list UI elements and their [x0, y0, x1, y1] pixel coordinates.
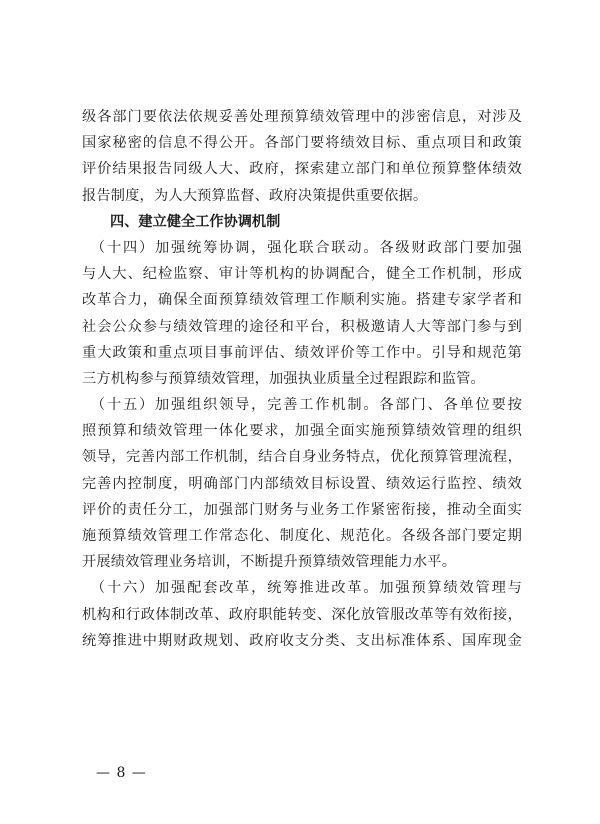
body-text-line: 照预算和绩效管理一体化要求，加强全面实施预算绩效管理的组织 [82, 423, 522, 440]
body-text-line: 国家秘密的信息不得公开。各部门要将绩效目标、重点项目和政策 [82, 135, 522, 152]
body-text-line: 评价结果报告同级人大、政府，探索建立部门和单位预算整体绩效 [82, 161, 522, 178]
body-text-line: 与人大、纪检监察、审计等机构的协调配合，健全工作机制，形成 [82, 266, 522, 283]
body-text-line: 级各部门要依法依规妥善处理预算绩效管理中的涉密信息，对涉及 [82, 109, 522, 125]
body-text-line: 机构和行政体制改革、政府职能转变、深化放管服改革等有效衔接， [82, 606, 522, 623]
page-number: — 8 — [96, 765, 147, 781]
section-heading: 四、建立健全工作协调机制 [110, 213, 281, 230]
document-body [82, 104, 522, 654]
body-text-line: 改革合力，确保全面预算绩效管理工作顺利实施。搭建专家学者和 [82, 292, 522, 309]
body-text-line: 统筹推进中期财政规划、政府收支分类、支出标准体系、国库现金 [82, 632, 522, 649]
body-text-line: 评价的责任分工，加强部门财务与业务工作紧密衔接，推动全面实 [82, 501, 522, 518]
body-text-line: 三方机构参与预算绩效管理，加强执业质量全过程跟踪和监管。 [82, 370, 485, 387]
body-text-line: 领导，完善内部工作机制，结合自身业务特点，优化预算管理流程， [82, 449, 522, 466]
body-text-line: 开展绩效管理业务培训，不断提升预算绩效管理能力水平。 [82, 554, 457, 571]
body-text-line: 完善内控制度，明确部门内部绩效目标设置、绩效运行监控、绩效 [82, 475, 522, 492]
body-text-line: 施预算绩效管理工作常态化、制度化、规范化。各级各部门要定期 [82, 528, 522, 544]
body-text-line: （十四）加强统筹协调，强化联合联动。各级财政部门要加强 [82, 239, 522, 256]
body-text-line: 报告制度，为人大预算监督、政府决策提供重要依据。 [82, 187, 428, 204]
body-text-line: （十六）加强配套改革，统筹推进改革。加强预算绩效管理与 [82, 580, 522, 597]
body-text-line: （十五）加强组织领导，完善工作机制。各部门、各单位要按 [82, 397, 522, 414]
body-text-line: 社会公众参与绩效管理的途径和平台，积极邀请人大等部门参与到 [82, 318, 522, 335]
body-text-line: 重大政策和重点项目事前评估、绩效评价等工作中。引导和规范第 [82, 344, 522, 361]
